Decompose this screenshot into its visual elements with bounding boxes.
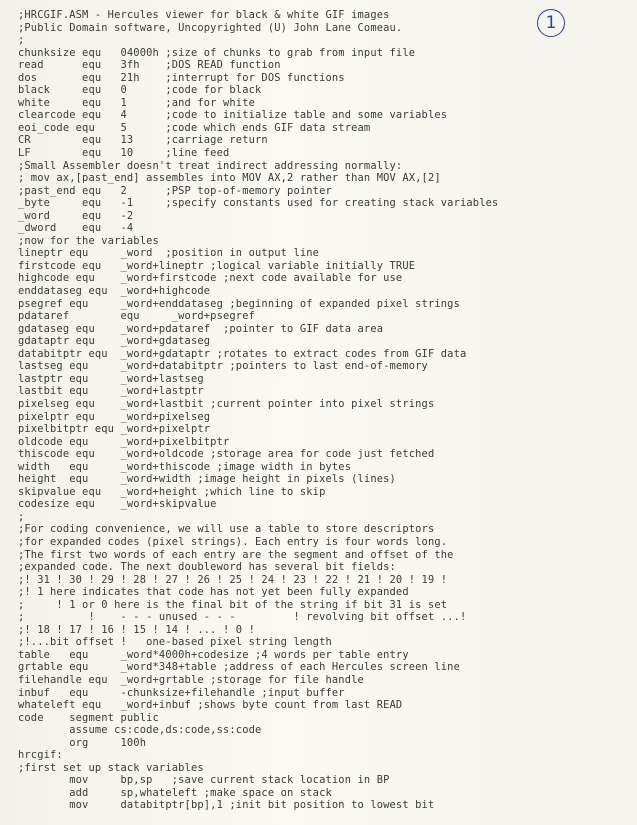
code-line: ;The first two words of each entry are the segment and offset of the [18,548,454,561]
code-line: ;now for the variables [18,234,159,247]
page-number-circle: 1 [537,9,565,37]
code-line: black equ 0 ;code for black [18,84,262,97]
code-line: ;Public Domain software, Uncopyrighted (U) John Lane Comeau. [18,21,403,34]
code-line: dos equ 21h ;interrupt for DOS functions [18,71,345,84]
code-line: lastseg equ _word+databitptr ;pointers to last end-of-memory [18,360,428,373]
code-line: ; [18,510,25,523]
code-line: CR equ 13 ;carriage return [18,134,268,147]
code-line: _dword equ -4 [18,222,134,235]
code-line: whateleft equ _word+inbuf ;shows byte count from last READ [18,699,403,712]
code-line: filehandle equ _word+grtable ;storage for file handle [18,673,364,686]
code-line: mov databitptr[bp],1 ;init bit position to lowest bit [18,799,435,812]
code-line: skipvalue equ _word+height ;which line to skip [18,485,326,498]
code-line: ;HRCGIF.ASM - Hercules viewer for black & white GIF images [18,9,390,21]
code-line: pixelptr equ _word+pixelseg [18,410,211,423]
code-line: codesize equ _word+skipvalue [18,498,217,511]
code-line: clearcode equ 4 ;code to initialize table and some variables [18,109,448,122]
code-line: hrcgif: [18,749,63,762]
code-line: assume cs:code,ds:code,ss:code [18,724,262,737]
assembly-listing [18,9,498,812]
code-line: highcode equ _word+firstcode ;next code available for use [18,272,403,285]
code-line: ; ! - - - unused - - - ! revolving bit offset ...! [18,611,467,624]
code-line: ; mov ax,[past_end] assembles into MOV AX,2 rather than MOV AX,[2] [18,172,441,185]
code-line: ;! 1 here indicates that code has not yet been fully expanded [18,586,409,599]
code-line: pixelseg equ _word+lastbit ;current pointer into pixel strings [18,397,435,410]
code-line: ;! 18 ! 17 ! 16 ! 15 ! 14 ! ... ! 0 ! [18,623,256,636]
code-line: ;! 31 ! 30 ! 29 ! 28 ! 27 ! 26 ! 25 ! 24 ! 23 ! 22 ! 21 ! 20 ! 19 ! [18,573,448,586]
code-line: thiscode equ _word+oldcode ;storage area for code just fetched [18,448,435,461]
code-line: ; [18,34,25,47]
code-line: lineptr equ _word ;position in output line [18,247,320,260]
code-line: grtable equ _word*348+table ;address of each Hercules screen line [18,661,460,674]
code-line: code segment public [18,711,159,724]
code-line: LF equ 10 ;line feed [18,147,230,160]
code-line: pixelbitptr equ _word+pixelptr [18,423,211,436]
code-line: ;!...bit offset ! one-based pixel string length [18,636,332,649]
code-line: firstcode equ _word+lineptr ;logical variable initially TRUE [18,259,416,272]
code-line: add sp,whateleft ;make space on stack [18,786,332,799]
code-line: white equ 1 ;and for white [18,96,256,109]
code-line: pdataref equ _word+psegref [18,310,256,323]
code-line: gdataptr equ _word+gdataseg [18,335,211,348]
code-line: lastbit equ _word+lastptr [18,385,204,398]
code-line: ;first set up stack variables [18,761,204,774]
code-line: ;past_end equ 2 ;PSP top-of-memory pointer [18,184,332,197]
code-line: psegref equ _word+enddataseg ;beginning of expanded pixel strings [18,297,460,310]
code-line: chunksize equ 04000h ;size of chunks to grab from input file [18,46,416,59]
code-line: gdataseg equ _word+pdataref ;pointer to GIF data area [18,322,384,335]
code-line: lastptr equ _word+lastseg [18,372,204,385]
code-line: ;For coding convenience, we will use a table to store descriptors [18,523,435,536]
code-line: table equ _word*4000h+codesize ;4 words per table entry [18,648,409,661]
code-line: _byte equ -1 ;specify constants used for creating stack variables [18,197,499,210]
code-line: ;Small Assembler doesn't treat indirect addressing normally: [18,159,403,172]
code-line: ;for expanded codes (pixel strings). Each entry is four words long. [18,535,448,548]
code-line: read equ 3fh ;DOS READ function [18,59,281,72]
code-line: _word equ -2 [18,209,134,222]
code-line: org 100h [18,736,147,749]
code-line: width equ _word+thiscode ;image width in bytes [18,460,352,473]
code-line: ; ! 1 or 0 here is the final bit of the string if bit 31 is set [18,598,448,611]
code-line: eoi_code equ 5 ;code which ends GIF data stream [18,121,371,134]
code-line: inbuf equ -chunksize+filehandle ;input buffer [18,686,345,699]
code-line: oldcode equ _word+pixelbitptr [18,435,230,448]
code-line: enddataseg equ _word+highcode [18,285,211,298]
code-line: ;expanded code. The next doubleword has several bit fields: [18,561,396,574]
code-line: databitptr equ _word+gdataptr ;rotates to extract codes from GIF data [18,347,467,360]
code-line: height equ _word+width ;image height in pixels (lines) [18,473,396,486]
code-line: mov bp,sp ;save current stack location in BP [18,774,390,787]
